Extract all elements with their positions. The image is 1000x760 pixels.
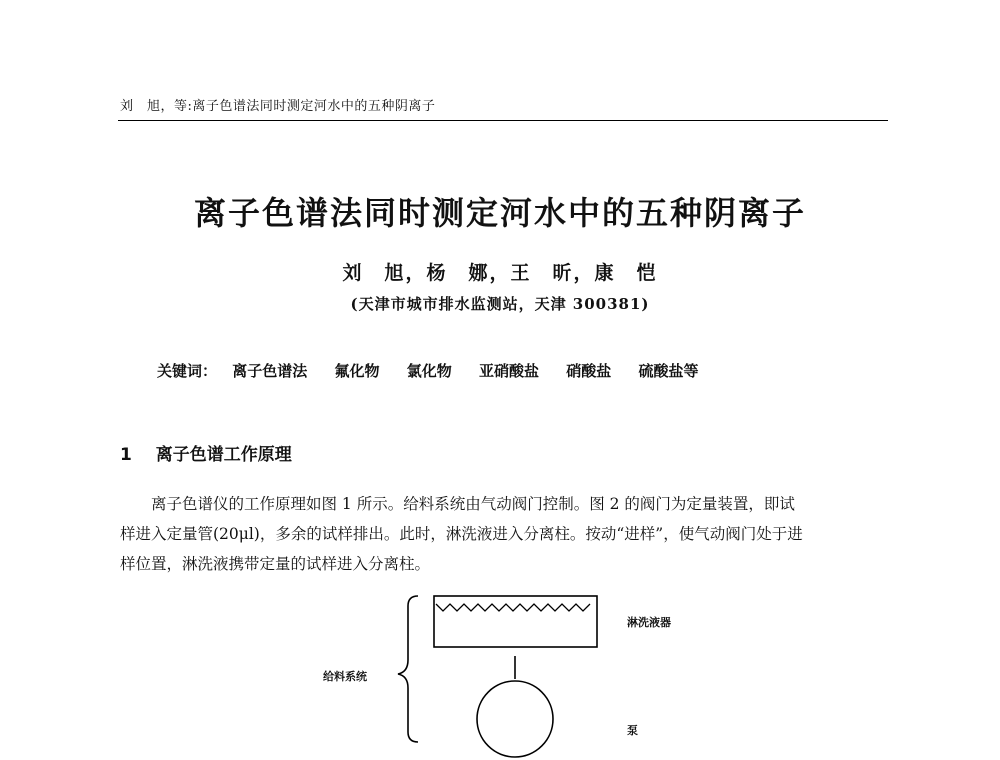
liquid-wave (436, 604, 590, 611)
feed-system-label: 给料系统 (323, 670, 367, 683)
keyword: 硝酸盐 (566, 362, 612, 380)
affiliation: (天津市城市排水监测站，天津 300381) (350, 295, 650, 313)
pump-circle (477, 681, 553, 757)
keyword: 氯化物 (406, 362, 452, 380)
pump-label: 泵 (627, 724, 638, 737)
section-number: 1 (120, 445, 132, 465)
running-head: 刘 旭，等:离子色谱法同时测定河水中的五种阴离子 (120, 99, 436, 114)
keyword: 亚硝酸盐 (479, 362, 540, 380)
keyword: 离子色谱法 (232, 362, 308, 380)
feed-system-brace (398, 596, 418, 742)
paper-title: 离子色谱法同时测定河水中的五种阴离子 (193, 194, 806, 232)
author-list: 刘 旭，杨 娜，王 昕，康 恺 (342, 262, 658, 284)
paragraph-line: 样进入定量管(20μl)，多余的试样排出。此时，淋洗液进入分离柱。按动“进样”，使气动阀门处于进 (120, 525, 803, 543)
keywords-label: 关键词： (157, 362, 218, 380)
keyword: 硫酸盐等 (638, 362, 699, 380)
paragraph-line: 离子色谱仪的工作原理如图 1 所示。给料系统由气动阀门控制。图 2 的阀门为定量装置，即试 (120, 495, 795, 513)
section-title: 离子色谱工作原理 (155, 445, 292, 465)
keyword: 氟化物 (334, 362, 380, 380)
paragraph-line: 样位置，淋洗液携带定量的试样进入分离柱。 (120, 555, 431, 573)
eluent-label: 淋洗液器 (627, 616, 671, 629)
eluent-reservoir (434, 596, 597, 647)
